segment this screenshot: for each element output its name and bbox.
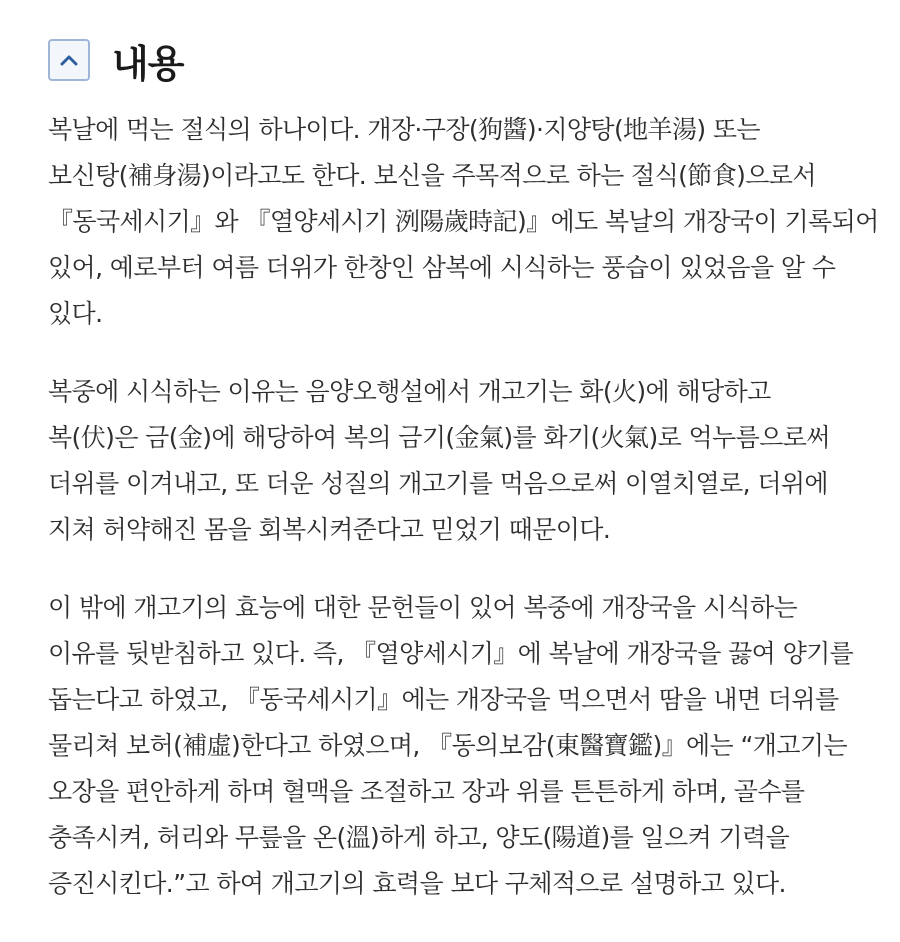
paragraph-3 <box>48 585 860 907</box>
paragraph-line: 더위를 이겨내고, 또 더운 성질의 개고기를 먹음으로써 이열치열로, 더위에 <box>48 469 828 498</box>
collapse-toggle-button[interactable] <box>48 39 90 81</box>
paragraph-line: 복(伏)은 금(金)에 해당하여 복의 금기(金氣)를 화기(火氣)로 억누름으로써 <box>48 423 830 452</box>
paragraph-line: 오장을 편안하게 하며 혈맥을 조절하고 장과 위를 튼튼하게 하며, 골수를 <box>48 777 805 806</box>
paragraph-line: 있어, 예로부터 여름 더위가 한창인 삼복에 시식하는 풍습이 있었음을 알 수 <box>48 253 836 282</box>
chevron-up-icon <box>60 54 78 66</box>
section-title: 내용 <box>112 41 184 86</box>
paragraph-line: 지쳐 허약해진 몸을 회복시켜준다고 믿었기 때문이다. <box>48 515 611 544</box>
paragraph-line: 이 밖에 개고기의 효능에 대한 문헌들이 있어 복중에 개장국을 시식하는 <box>48 593 798 622</box>
section-content <box>48 107 879 907</box>
paragraph-1 <box>48 107 879 337</box>
paragraph-line: 돕는다고 하였고, 『동국세시기』에는 개장국을 먹으면서 땀을 내면 더위를 <box>48 685 839 714</box>
section-header <box>48 35 860 85</box>
paragraph-line: 물리쳐 보허(補虛)한다고 하였으며, 『동의보감(東醫寶鑑)』에는 “개고기는 <box>48 731 848 760</box>
paragraph-2 <box>48 369 860 553</box>
paragraph-line: 『동국세시기』와 『열양세시기 洌陽歲時記)』에도 복날의 개장국이 기록되어 <box>48 207 879 236</box>
paragraph-line: 이유를 뒷받침하고 있다. 즉, 『열양세시기』에 복날에 개장국을 끓여 양기를 <box>48 639 854 668</box>
paragraph-line: 충족시켜, 허리와 무릎을 온(溫)하게 하고, 양도(陽道)를 일으켜 기력을 <box>48 823 790 852</box>
paragraph-line: 복중에 시식하는 이유는 음양오행설에서 개고기는 화(火)에 해당하고 <box>48 377 771 406</box>
paragraph-line: 복날에 먹는 절식의 하나이다. 개장·구장(狗醬)·지양탕(地羊湯) 또는 <box>48 115 760 144</box>
paragraph-line: 있다. <box>48 299 103 328</box>
paragraph-line: 보신탕(補身湯)이라고도 한다. 보신을 주목적으로 하는 절식(節食)으로서 <box>48 161 816 190</box>
paragraph-line: 증진시킨다.”고 하여 개고기의 효력을 보다 구체적으로 설명하고 있다. <box>48 869 786 898</box>
